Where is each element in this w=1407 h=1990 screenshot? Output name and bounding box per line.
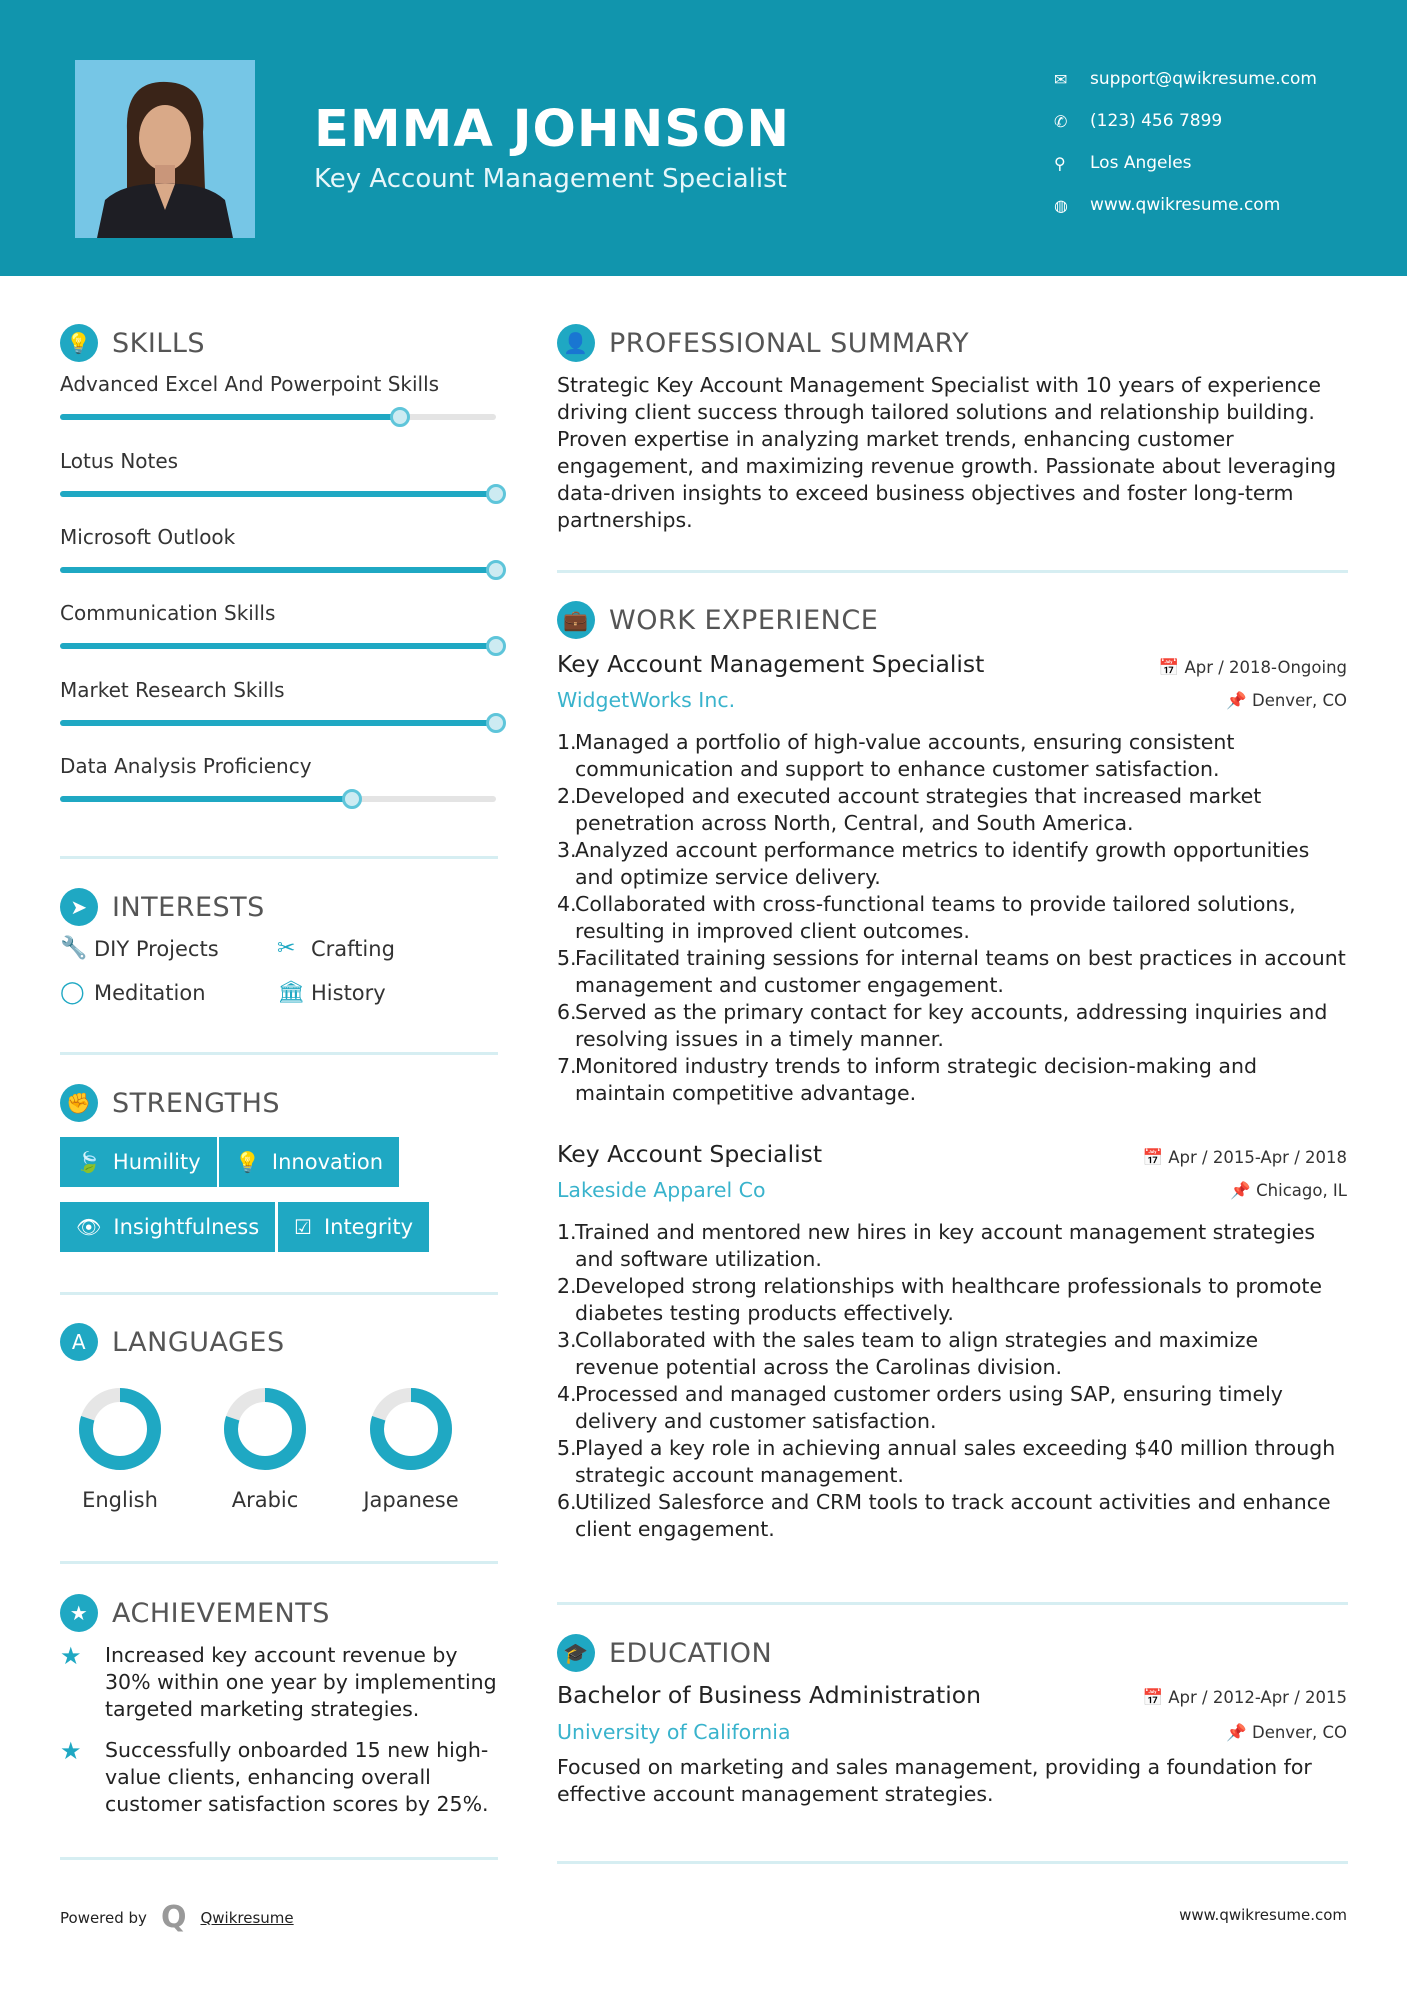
skill-item: Communication Skills: [60, 601, 496, 649]
skill-knob: [486, 560, 506, 580]
skill-item: Microsoft Outlook: [60, 525, 496, 573]
job-bullet-item: 3.Collaborated with the sales team to align strategies and maximize revenue potential across the Carolinas division.: [557, 1328, 1259, 1379]
education-location: 📌 Denver, CO: [1226, 1723, 1347, 1742]
checkbox-icon: ☑: [294, 1215, 312, 1239]
qwikresume-logo-icon: Q: [160, 1900, 187, 1935]
education-date: 📅 Apr / 2012-Apr / 2015: [1142, 1688, 1347, 1707]
footer-site-link[interactable]: www.qwikresume.com: [1179, 1906, 1347, 1924]
divider: [60, 1561, 498, 1564]
education-text: Focused on marketing and sales management, providing a foundation for effective account management strategies.: [557, 1755, 1312, 1806]
footer-powered-by: Powered by Q Qwikresume: [60, 1900, 294, 1935]
divider: [557, 1602, 1348, 1605]
achievements-heading: ★ ACHIEVEMENTS: [60, 1594, 330, 1632]
lightbulb-icon: 💡: [235, 1150, 260, 1174]
divider: [60, 1052, 498, 1055]
language-icon: A: [60, 1323, 98, 1361]
job-bullet-item: 1.Managed a portfolio of high-value accounts, ensuring consistent communication and support to enhance customer satisfaction.: [557, 730, 1235, 781]
job-bullet-item: 1.Trained and mentored new hires in key account management strategies and software utilization.: [557, 1220, 1316, 1271]
skill-bar: [60, 643, 496, 649]
skill-bar: [60, 720, 496, 726]
school-name: University of California: [557, 1720, 791, 1744]
interests-heading: ➤ INTERESTS: [60, 888, 265, 926]
contact-email[interactable]: ✉ support@qwikresume.com: [1054, 69, 1317, 89]
language-item: Arabic: [205, 1386, 325, 1512]
circle-icon: ◯: [60, 980, 85, 1005]
eye-icon: 👁: [76, 1215, 102, 1239]
job-bullet-item: 4.Collaborated with cross-functional teams to provide tailored solutions, resulting in improved client outcomes.: [557, 892, 1296, 943]
job-bullet-item: 4.Processed and managed customer orders using SAP, ensuring timely delivery and customer satisfaction.: [557, 1382, 1283, 1433]
leaf-icon: 🍃: [76, 1150, 101, 1174]
degree-title: Bachelor of Business Administration: [557, 1681, 982, 1709]
skill-knob: [486, 484, 506, 504]
job-bullet-item: 3.Analyzed account performance metrics to identify growth opportunities and optimize service delivery.: [557, 838, 1310, 889]
candidate-title: Key Account Management Specialist: [314, 164, 787, 194]
star-badge-icon: ★: [60, 1594, 98, 1632]
qwikresume-link[interactable]: Qwikresume: [200, 1908, 294, 1927]
job-company: Lakeside Apparel Co: [557, 1178, 766, 1202]
summary-text: Strategic Key Account Management Specialist with 10 years of experience driving client success through tailored solutions and relationship building. Proven expertise in analyzing market trends, enhancing customer engagement, and maximizing revenue growth. Passionate about leveraging data-driven insights to exceed business objectives and foster long-term partnerships.: [557, 373, 1337, 532]
strength-tag: 💡 Innovation: [219, 1137, 399, 1187]
skills-heading: 💡 SKILLS: [60, 324, 205, 362]
job-bullet-item: 6.Utilized Salesforce and CRM tools to track account activities and enhance client engagement.: [557, 1490, 1331, 1541]
language-donut: [205, 1386, 325, 1472]
lightbulb-icon: 💡: [60, 324, 98, 362]
strengths-heading: ✊ STRENGTHS: [60, 1084, 280, 1122]
wrench-icon: 🔧: [60, 936, 88, 961]
calendar-icon: 📅: [1142, 1148, 1169, 1167]
skill-item: Market Research Skills: [60, 678, 496, 726]
job-title: Key Account Management Specialist: [557, 650, 985, 678]
divider: [557, 570, 1348, 573]
skill-knob: [486, 713, 506, 733]
language-item: Japanese: [351, 1386, 471, 1512]
job-title: Key Account Specialist: [557, 1140, 823, 1168]
calendar-icon: 📅: [1158, 658, 1185, 677]
skill-item: Lotus Notes: [60, 449, 496, 497]
skill-bar: [60, 567, 496, 573]
divider: [60, 1857, 498, 1860]
pushpin-icon: 📌: [1226, 1723, 1252, 1742]
paper-plane-icon: ➤: [60, 888, 98, 926]
skill-bar: [60, 491, 496, 497]
languages-heading: A LANGUAGES: [60, 1323, 285, 1361]
envelope-icon: ✉: [1054, 69, 1068, 89]
strength-tag: 👁 Insightfulness: [60, 1202, 275, 1252]
fist-icon: ✊: [60, 1084, 98, 1122]
interest-item: 🏛 History: [277, 980, 386, 1005]
divider: [60, 856, 498, 859]
divider: [60, 1292, 498, 1295]
job-date: 📅 Apr / 2015-Apr / 2018: [1142, 1148, 1347, 1167]
contact-location: ⚲ Los Angeles: [1054, 153, 1192, 173]
briefcase-icon: 💼: [557, 601, 595, 639]
achievement-item: ★ Increased key account revenue by 30% within one year by implementing targeted marketing strategies.: [60, 1642, 497, 1721]
globe-icon: ◍: [1054, 195, 1068, 215]
job-date: 📅 Apr / 2018-Ongoing: [1158, 658, 1347, 677]
phone-icon: ✆: [1054, 111, 1068, 131]
job-location: 📌 Denver, CO: [1226, 691, 1347, 710]
job-bullets: [557, 1219, 1347, 1543]
user-icon: 👤: [557, 324, 595, 362]
skill-knob: [390, 407, 410, 427]
job-bullet-item: 2.Developed strong relationships with healthcare professionals to promote diabetes testing products effectively.: [557, 1274, 1323, 1325]
contact-list: [1054, 58, 1317, 226]
map-pin-icon: ⚲: [1054, 153, 1066, 173]
contact-website[interactable]: ◍ www.qwikresume.com: [1054, 195, 1281, 215]
shooting-star-icon: ★: [60, 1642, 82, 1670]
shooting-star-icon: ★: [60, 1737, 82, 1765]
pushpin-icon: 📌: [1226, 691, 1252, 710]
graduation-cap-icon: 🎓: [557, 1634, 595, 1672]
profile-photo: [75, 60, 255, 238]
strength-tag: 🍃 Humility: [60, 1137, 217, 1187]
job-bullets: [557, 729, 1347, 1107]
skill-item: Advanced Excel And Powerpoint Skills: [60, 372, 496, 420]
summary-heading: 👤 PROFESSIONAL SUMMARY: [557, 324, 969, 362]
experience-heading: 💼 WORK EXPERIENCE: [557, 601, 878, 639]
job-company: WidgetWorks Inc.: [557, 688, 736, 712]
education-heading: 🎓 EDUCATION: [557, 1634, 772, 1672]
contact-phone[interactable]: ✆ (123) 456 7899: [1054, 111, 1223, 131]
scissors-icon: ✂: [277, 936, 296, 961]
pushpin-icon: 📌: [1230, 1181, 1257, 1200]
skill-knob: [486, 636, 506, 656]
skill-knob: [342, 789, 362, 809]
job-bullet-item: 2.Developed and executed account strategies that increased market penetration across North, Central, and South America.: [557, 784, 1262, 835]
interest-item: ✂ Crafting: [277, 936, 395, 961]
divider: [557, 1861, 1348, 1864]
job-bullet-item: 6.Served as the primary contact for key accounts, addressing inquiries and resolving issues in a timely manner.: [557, 1000, 1328, 1051]
calendar-icon: 📅: [1142, 1688, 1169, 1707]
skill-bar: [60, 414, 496, 420]
interest-item: 🔧 DIY Projects: [60, 936, 219, 961]
achievement-item: ★ Successfully onboarded 15 new high-value clients, enhancing overall customer satisfaction scores by 25%.: [60, 1737, 489, 1816]
skill-item: Data Analysis Proficiency: [60, 754, 496, 802]
language-donut: [60, 1386, 180, 1472]
job-location: 📌 Chicago, IL: [1230, 1181, 1347, 1200]
language-item: English: [60, 1386, 180, 1512]
museum-icon: 🏛: [277, 980, 305, 1005]
job-bullet-item: 7.Monitored industry trends to inform strategic decision-making and maintain competitive advantage.: [557, 1054, 1257, 1105]
skill-bar: [60, 796, 496, 802]
strength-tag: ☑ Integrity: [278, 1202, 429, 1252]
interest-item: ◯ Meditation: [60, 980, 206, 1005]
candidate-name: EMMA JOHNSON: [314, 100, 791, 159]
resume-header: [0, 0, 1407, 276]
language-donut: [351, 1386, 471, 1472]
job-bullet-item: 5.Facilitated training sessions for internal teams on best practices in account management and customer engagement.: [557, 946, 1346, 997]
job-bullet-item: 5.Played a key role in achieving annual sales exceeding $40 million through strategic account management.: [557, 1436, 1336, 1487]
